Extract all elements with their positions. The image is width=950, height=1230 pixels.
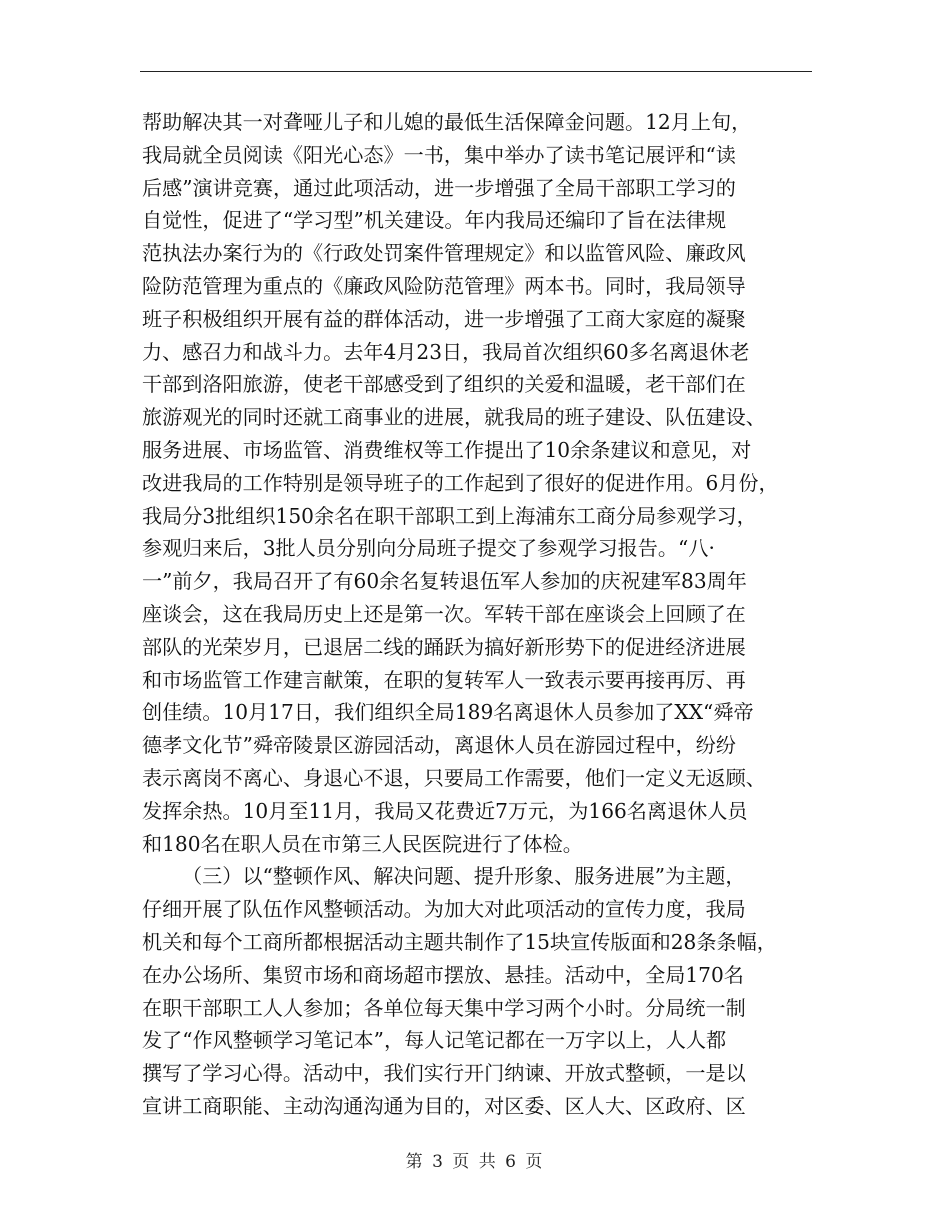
text-line: 我局就全员阅读《阳光心态》一书，集中举办了读书笔记展评和“读 (142, 142, 736, 167)
text-line: 一”前夕，我局召开了有60余名复转退伍军人参加的庆祝建军83周年 (142, 569, 747, 594)
text-line: 帮助解决其一对聋哑儿子和儿媳的最低生活保障金问题。12月上旬， (142, 110, 752, 134)
text-line: 德孝文化节”舜帝陵景区游园活动，离退休人员在游园过程中，纷纷 (142, 733, 736, 758)
text-line: 撰写了学习心得。活动中，我们实行开门纳谏、开放式整顿，一是以 (142, 1061, 746, 1086)
text-line: 宣讲工商职能、主动沟通沟通为目的，对区委、区人大、区政府、区 (142, 1093, 746, 1118)
text-line: 旅游观光的同时还就工商事业的进展，就我局的班子建设、队伍建设、 (142, 405, 766, 430)
text-line: 自觉性，促进了“学习型”机关建设。年内我局还编印了旨在法律规 (142, 208, 727, 233)
text-line: 范执法办案行为的《行政处罚案件管理规定》和以监管风险、廉政风 (142, 241, 746, 266)
header-rule (140, 71, 812, 72)
text-line: 在职干部职工人人参加；各单位每天集中学习两个小时。分局统一制 (142, 995, 746, 1020)
text-line: 发了“作风整顿学习笔记本”，每人记笔记都在一万字以上，人人都 (142, 1028, 727, 1053)
text-line: 发挥余热。10月至11月，我局又花费近7万元，为166名离退休人员 (142, 798, 748, 823)
body-text (142, 106, 826, 1123)
text-line: 部队的光荣岁月，已退居二线的踊跃为搞好新形势下的促进经济进展 (142, 634, 746, 659)
text-line: 服务进展、市场监管、消费维权等工作提出了10余条建议和意见，对 (142, 437, 752, 462)
text-line: 干部到洛阳旅游，使老干部感受到了组织的关爱和温暖，老干部们在 (142, 372, 746, 397)
text-line: 参观归来后，3批人员分别向分局班子提交了参观学习报告。“八· (142, 536, 715, 561)
text-line: 创佳绩。10月17日，我们组织全局189名离退休人员参加了XX“舜帝 (142, 700, 754, 725)
text-line: 表示离岗不离心、身退心不退，只要局工作需要，他们一定义无返顾、 (142, 765, 766, 790)
text-line: 后感”演讲竞赛，通过此项活动，进一步增强了全局干部职工学习的 (142, 175, 736, 200)
text-line: 改进我局的工作特别是领导班子的工作起到了很好的促进作用。6月份， (142, 470, 779, 495)
text-line: 仔细开展了队伍作风整顿活动。为加大对此项活动的宣传力度，我局 (142, 897, 746, 922)
text-line: 座谈会，这在我局历史上还是第一次。军转干部在座谈会上回顾了在 (142, 601, 746, 626)
text-line: 险防范管理为重点的《廉政风险防范管理》两本书。同时，我局领导 (142, 273, 746, 298)
text-line: 和180名在职人员在市第三人民医院进行了体检。 (142, 831, 583, 856)
text-line: 力、感召力和战斗力。去年4月23日，我局首次组织60多名离退休老 (142, 339, 750, 364)
text-line: 在办公场所、集贸市场和商场超市摆放、悬挂。活动中，全局170名 (142, 962, 744, 987)
text-line: （三）以“整顿作风、解决问题、提升形象、服务进展”为主题， (182, 864, 746, 889)
text-line: 和市场监管工作建言献策，在职的复转军人一致表示要再接再厉、再 (142, 667, 746, 692)
text-line: 我局分3批组织150余名在职干部职工到上海浦东工商分局参观学习， (142, 503, 757, 528)
text-line: 班子积极组织开展有益的群体活动，进一步增强了工商大家庭的凝聚 (142, 306, 746, 331)
text-line: 机关和每个工商所都根据活动主题共制作了15块宣传版面和28条条幅， (142, 929, 777, 954)
page-footer: 第 3 页 共 6 页 (405, 1152, 545, 1172)
